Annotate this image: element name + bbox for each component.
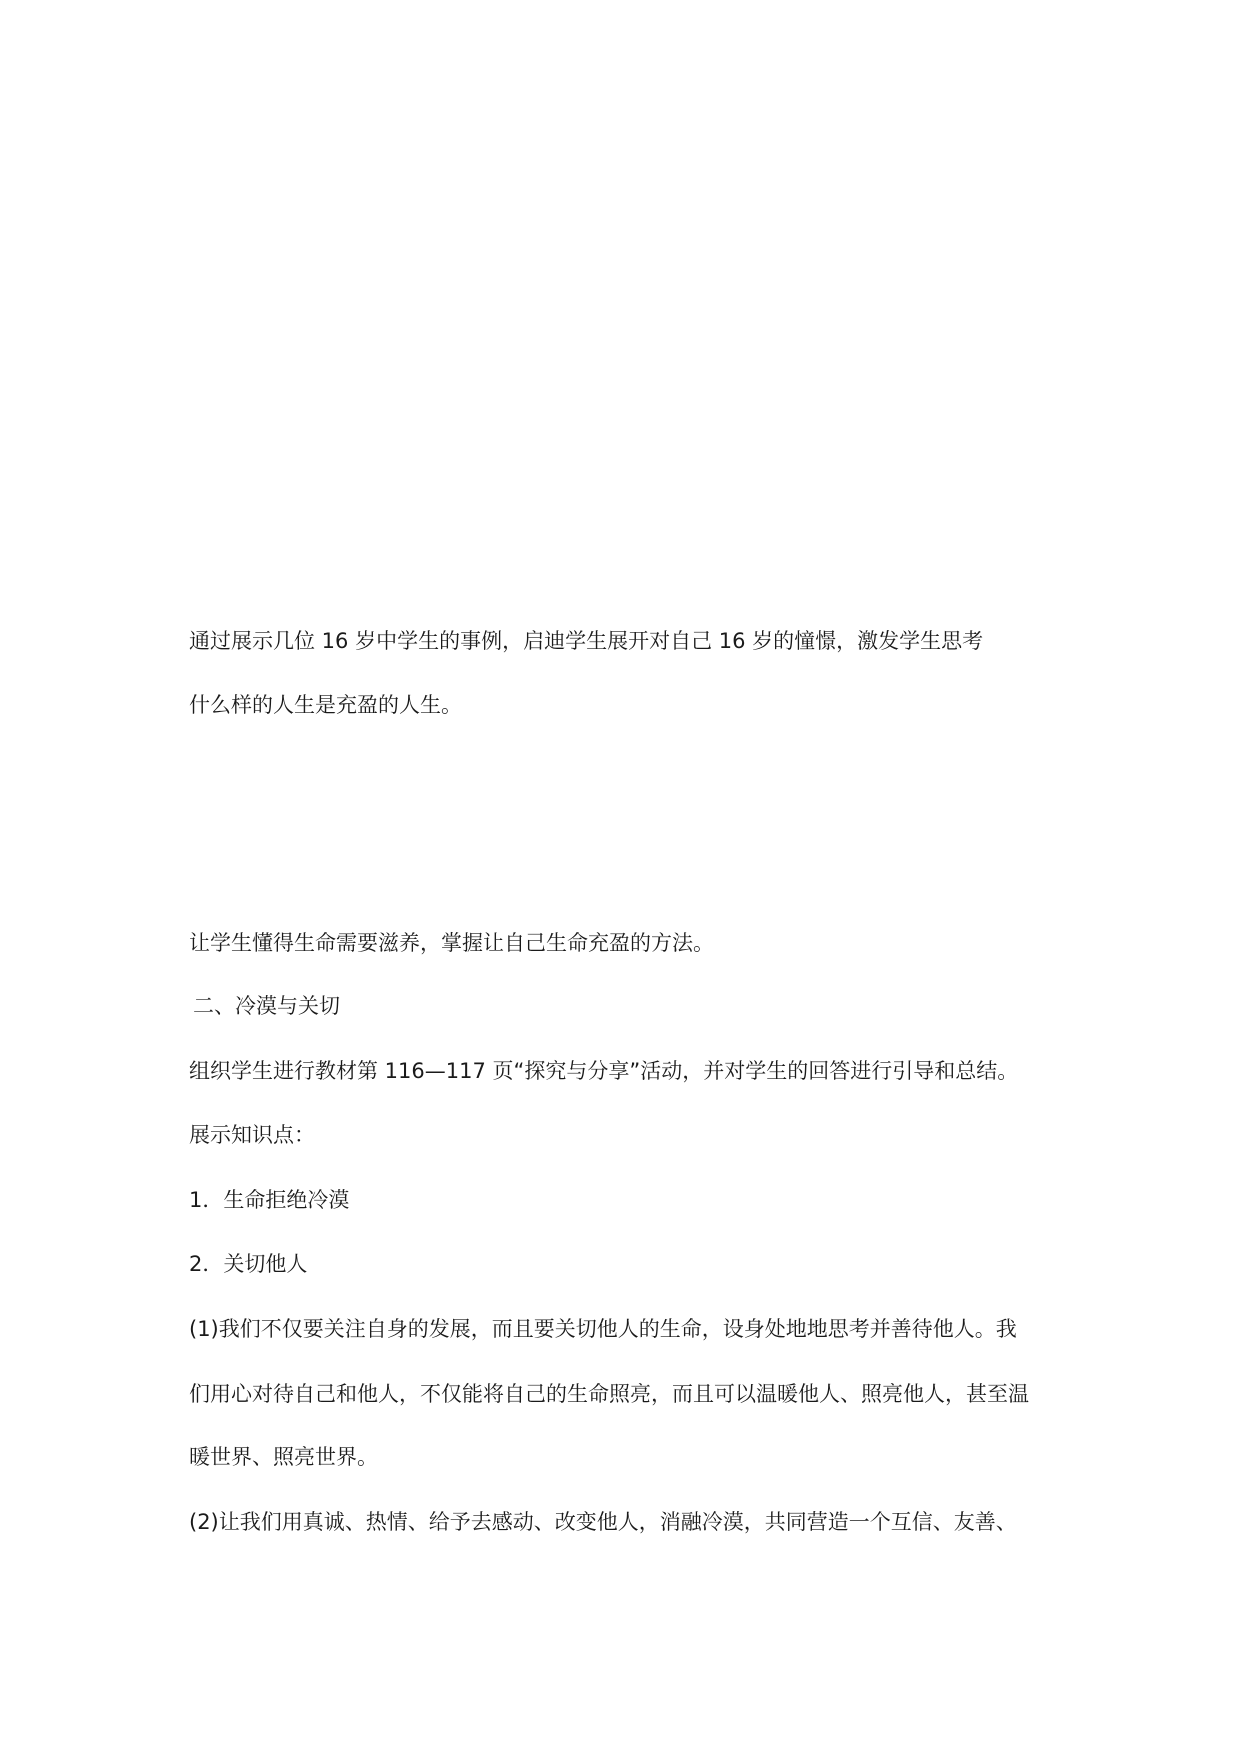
sub-point-1-line-1: (1)我们不仅要关注自身的发展，而且要关切他人的生命，设身处地地思考并善待他人。我 [189,1317,1017,1341]
goal-text: 让学生懂得生命需要滋养，掌握让自己生命充盈的方法。 [189,931,714,955]
sub-point-1-line-2: 们用心对待自己和他人，不仅能将自己的生命照亮，而且可以温暖他人、照亮他人，甚至温 [189,1382,1029,1406]
section-heading: 二、冷漠与关切 [193,994,340,1018]
knowledge-point-1: 1．生命拒绝冷漠 [189,1188,350,1212]
intro-text-line-1: 通过展示几位 16 岁中学生的事例，启迪学生展开对自己 16 岁的憧憬，激发学生思考 [189,629,984,653]
knowledge-label: 展示知识点： [189,1123,315,1147]
sub-point-2-line-1: (2)让我们用真诚、热情、给予去感动、改变他人，消融冷漠，共同营造一个互信、友善、 [189,1510,1017,1534]
intro-text-line-2: 什么样的人生是充盈的人生。 [189,693,462,717]
knowledge-point-2: 2．关切他人 [189,1252,308,1276]
sub-point-1-line-3: 暖世界、照亮世界。 [189,1445,378,1469]
activity-text: 组织学生进行教材第 116—117 页“探究与分享”活动，并对学生的回答进行引导和总结。 [189,1059,1019,1083]
